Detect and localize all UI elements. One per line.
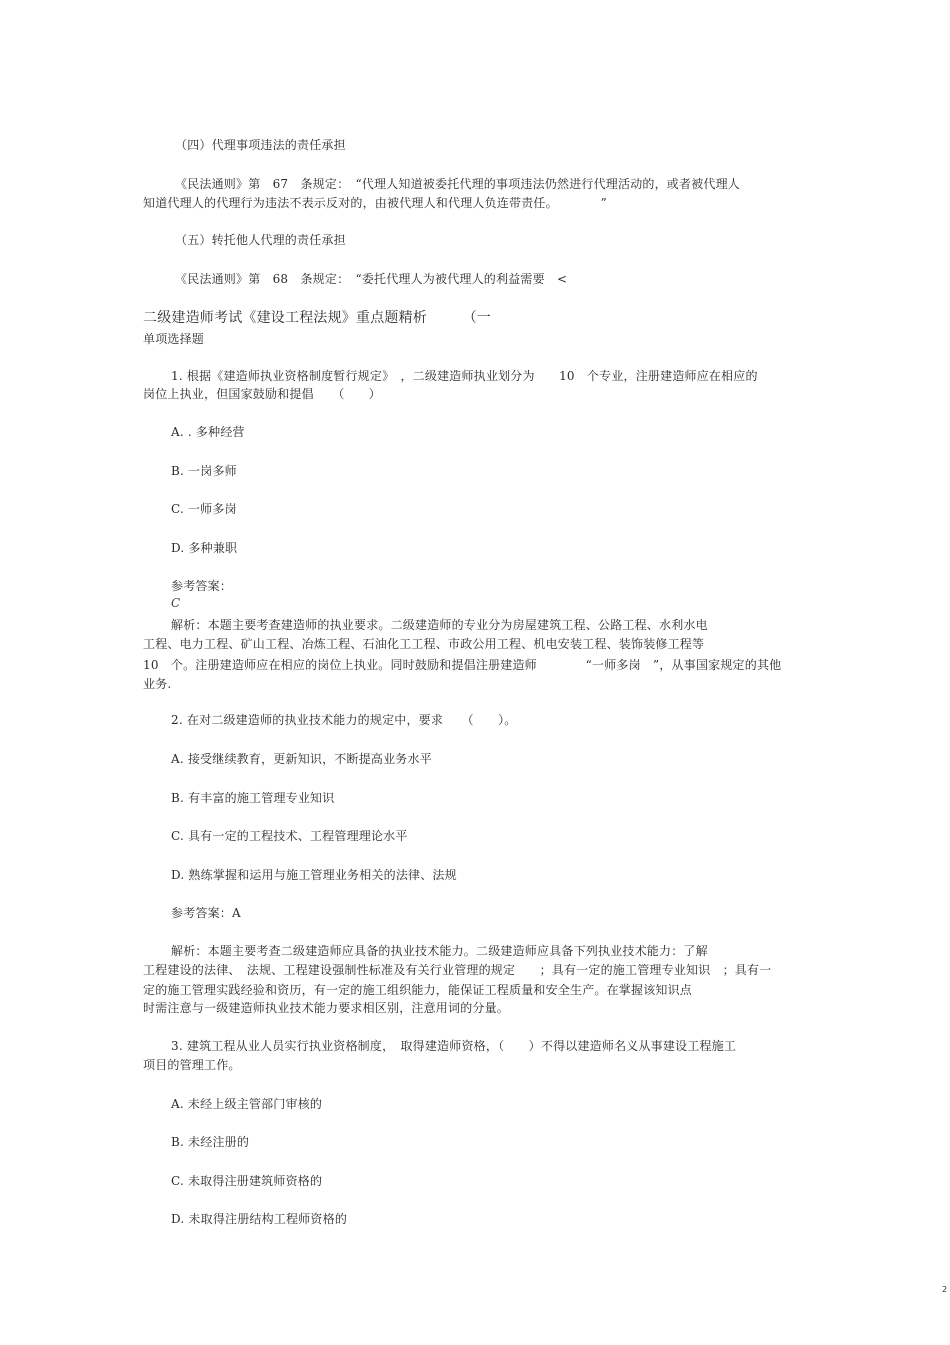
explanation-line: 工程建设的法律、 法规、工程建设强制性标准及有关行业管理的规定 ；具有一定的施工管理专业知识 ；具有一 bbox=[143, 963, 772, 977]
question-1: 1. 根据《建造师执业资格制度暂行规定》 ，二级建造师执业划分为 10 个专业，注册建造师应在相应的 bbox=[171, 369, 758, 383]
option-b: B. 一岗多师 bbox=[171, 464, 237, 478]
page-number: 2 bbox=[942, 1285, 948, 1294]
explanation-line: 时需注意与一级建造师执业技术能力要求相区别，注意用词的分量。 bbox=[143, 1001, 510, 1015]
explanation-line: 10 个。注册建造师应在相应的岗位上执业。同时鼓励和提倡注册建造师 “一师多岗 ”，从事国家规定的其他 bbox=[143, 658, 782, 672]
option-d: D. 多种兼职 bbox=[171, 541, 238, 555]
option-d: D. 熟练掌握和运用与施工管理业务相关的法律、法规 bbox=[171, 868, 457, 882]
paragraph-line: 《民法通则》第 67 条规定： “代理人知道被委托代理的事项违法仍然进行代理活动的，或者被代理人 bbox=[175, 177, 741, 191]
answer-value: C bbox=[171, 596, 181, 610]
question-1-cont: 岗位上执业，但国家鼓励和提倡 （ ） bbox=[143, 387, 382, 401]
explanation-line: 工程、电力工程、矿山工程、冶炼工程、石油化工工程、市政公用工程、机电安装工程、装饰装修工程等 bbox=[143, 637, 705, 651]
option-c: C. 一师多岗 bbox=[171, 502, 237, 516]
question-3-cont: 项目的管理工作。 bbox=[143, 1058, 241, 1072]
document-title: 二级建造师考试《建设工程法规》重点题精析 （一 bbox=[143, 310, 491, 326]
paragraph-line: 知道代理人的代理行为违法不表示反对的，由被代理人和代理人负连带责任。 ” bbox=[143, 196, 607, 210]
option-a: A. . 多种经营 bbox=[171, 425, 245, 439]
option-a: A. 接受继续教育，更新知识，不断提高业务水平 bbox=[171, 752, 432, 766]
question-2: 2. 在对二级建造师的执业技术能力的规定中，要求 （ ）。 bbox=[171, 713, 517, 727]
question-3: 3. 建筑工程从业人员实行执业资格制度， 取得建造师资格，（ ）不得以建造师名义从事建设工程施工 bbox=[171, 1039, 737, 1053]
option-c: C. 具有一定的工程技术、工程管理理论水平 bbox=[171, 829, 408, 843]
section-title: 单项选择题 bbox=[143, 332, 205, 346]
section-heading-4: （四）代理事项违法的责任承担 bbox=[175, 138, 346, 152]
answer-label: 参考答案： bbox=[171, 579, 233, 593]
explanation-line: 业务. bbox=[143, 677, 172, 691]
explanation-line: 定的施工管理实践经验和资历，有一定的施工组织能力，能保证工程质量和安全生产。在掌握该知识点 bbox=[143, 983, 693, 997]
answer-label: 参考答案：A bbox=[171, 906, 241, 920]
section-heading-5: （五）转托他人代理的责任承担 bbox=[175, 233, 346, 247]
explanation-line: 解析：本题主要考查建造师的执业要求。二级建造师的专业分为房屋建筑工程、公路工程、水利水电 bbox=[171, 618, 708, 632]
option-b: B. 有丰富的施工管理专业知识 bbox=[171, 791, 335, 805]
option-d: D. 未取得注册结构工程师资格的 bbox=[171, 1212, 348, 1226]
option-b: B. 未经注册的 bbox=[171, 1135, 250, 1149]
explanation-line: 解析：本题主要考查二级建造师应具备的执业技术能力。二级建造师应具备下列执业技术能力：了解 bbox=[171, 944, 708, 958]
paragraph-line: 《民法通则》第 68 条规定： “委托代理人为被代理人的利益需要 < bbox=[175, 272, 568, 286]
option-a: A. 未经上级主管部门审核的 bbox=[171, 1097, 323, 1111]
option-c: C. 未取得注册建筑师资格的 bbox=[171, 1174, 323, 1188]
